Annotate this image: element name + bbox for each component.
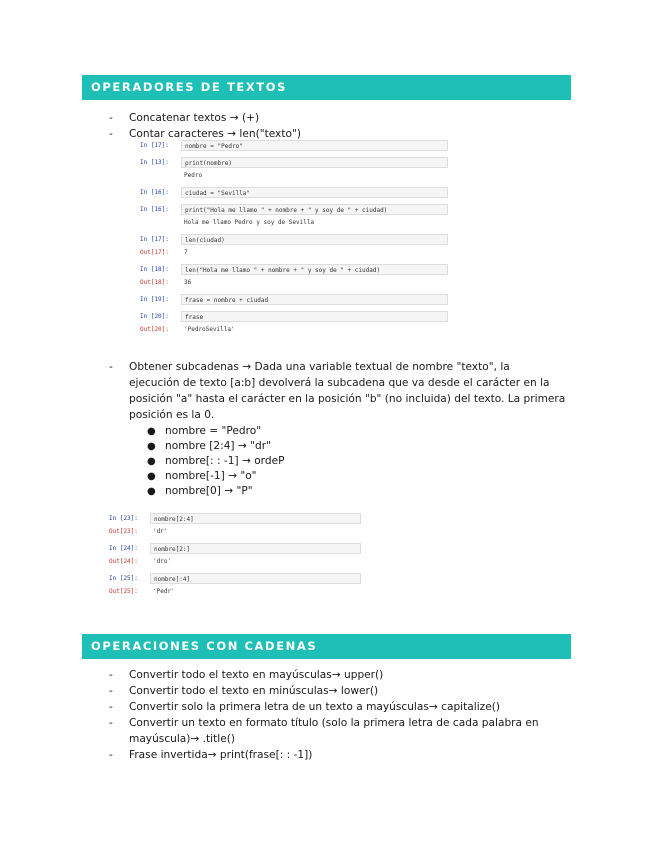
operators-list	[109, 110, 301, 142]
section-title-operadores: OPERADORES DE TEXTOS	[82, 75, 571, 100]
code-prompt: In [18]:	[140, 266, 169, 273]
list-item: - Convertir todo el texto en minúsculas→ lower()	[109, 685, 379, 697]
code-screenshot-1	[140, 139, 448, 336]
list-item-text: mayúscula)→ .title()	[129, 733, 236, 745]
code-result: 7	[184, 249, 188, 256]
code-prompt: In [13]:	[140, 159, 169, 166]
code-prompt: In [23]:	[109, 515, 138, 522]
bullet-item: ● nombre = "Pedro"	[147, 425, 262, 437]
subcadenas-section: - Obtener subcadenas → Dada una variable textual de nombre "texto", la ejecución de texto [a:b] devolverá la subcadena que va desde el carácter en la posición "a" hasta el carácter en la posición "b" (no incluida) del texto. La primera posición es la 0. ● nombre = "Pedro" ● nombre [2:4] → "dr" ● nombre[: : -1] → ordeP ● nombre[-1] → "o" ● nombre[0] → "P"	[109, 359, 579, 499]
subcadenas-bullets	[109, 424, 579, 499]
list-item-text: Contar caracteres → len("texto")	[129, 128, 301, 140]
list-item-text: Frase invertida→ print(frase[: : -1])	[129, 749, 313, 761]
list-item-continuation	[109, 731, 559, 747]
code-input-cell	[140, 139, 448, 152]
list-item-text: Convertir un texto en formato título (solo la primera letra de cada palabra en	[129, 717, 539, 729]
code-prompt: Out[18]:	[140, 279, 169, 286]
code-output-cell	[109, 525, 361, 538]
code-input-cell	[140, 156, 448, 169]
list-item-text: Convertir solo la primera letra de un texto a mayúsculas→ capitalize()	[129, 701, 500, 713]
code-output-cell	[109, 585, 361, 598]
code-screenshot-2	[109, 512, 361, 598]
code-prompt: Out[23]:	[109, 528, 138, 535]
bullet-item: ● nombre[0] → "P"	[147, 485, 253, 497]
list-item: - Convertir solo la primera letra de un texto a mayúsculas→ capitalize()	[109, 701, 500, 713]
code-prompt: Out[25]:	[109, 588, 138, 595]
code-input-cell	[109, 572, 361, 585]
code-prompt: Out[24]:	[109, 558, 138, 565]
code-input-cell	[140, 263, 448, 276]
code-result: Pedro	[184, 172, 203, 179]
code-input-cell	[109, 542, 361, 555]
code-source: len(ciudad)	[181, 234, 448, 245]
code-prompt: In [17]:	[140, 142, 169, 149]
code-prompt: Out[20]:	[140, 326, 169, 333]
code-input-cell	[140, 203, 448, 216]
code-prompt: Out[17]:	[140, 249, 169, 256]
code-input-cell	[140, 233, 448, 246]
bullet-item: ● nombre[-1] → "o"	[147, 470, 257, 482]
code-result: 'dro'	[153, 558, 172, 565]
list-item-text: Convertir todo el texto en minúsculas→ lower()	[129, 685, 379, 697]
code-output-cell	[140, 323, 448, 336]
code-output-cell	[140, 216, 448, 229]
code-prompt: In [17]:	[140, 236, 169, 243]
code-output-cell	[140, 246, 448, 259]
code-source: nombre = "Pedro"	[181, 140, 448, 151]
code-input-cell	[140, 310, 448, 323]
code-input-cell	[109, 512, 361, 525]
list-item: - Frase invertida→ print(frase[: : -1])	[109, 749, 313, 761]
code-input-cell	[140, 186, 448, 199]
code-result: 'dr'	[153, 528, 168, 535]
code-source: nombre[2:4]	[150, 513, 361, 524]
code-result: 'PedroSevilla'	[184, 326, 235, 333]
code-output-cell	[109, 555, 361, 568]
code-output-cell	[140, 169, 448, 182]
code-input-cell	[140, 293, 448, 306]
code-source: frase = nombre + ciudad	[181, 294, 448, 305]
code-source: print("Hola me llamo " + nombre + " y soy de " + ciudad)	[181, 204, 448, 215]
section-title-operaciones: OPERACIONES CON CADENAS	[82, 634, 571, 659]
code-source: print(nombre)	[181, 157, 448, 168]
code-result: 'Pedr'	[153, 588, 175, 595]
code-prompt: In [20]:	[140, 313, 169, 320]
subcadenas-line-2: ejecución de texto [a:b] devolverá la subcadena que va desde el carácter en la	[129, 377, 550, 389]
list-item-text: Convertir todo el texto en mayúsculas→ upper()	[129, 669, 384, 681]
code-prompt: In [24]:	[109, 545, 138, 552]
code-source: nombre[2:]	[150, 543, 361, 554]
bullet-item: ● nombre [2:4] → "dr"	[147, 440, 271, 452]
list-item: - Convertir un texto en formato título (solo la primera letra de cada palabra en	[109, 717, 539, 729]
list-item: - Contar caracteres → len("texto")	[109, 128, 301, 140]
list-item-text: Concatenar textos → (+)	[129, 112, 260, 124]
bullet-item: ● nombre[: : -1] → ordeP	[147, 455, 285, 467]
list-item: - Convertir todo el texto en mayúsculas→ upper()	[109, 669, 384, 681]
operations-list	[109, 667, 559, 763]
subcadenas-line-1: Obtener subcadenas → Dada una variable textual de nombre "texto", la	[129, 361, 510, 373]
code-prompt: In [16]:	[140, 206, 169, 213]
code-source: ciudad = "Sevilla"	[181, 187, 448, 198]
code-prompt: In [16]:	[140, 189, 169, 196]
code-output-cell	[140, 276, 448, 289]
code-result: Hola me llamo Pedro y soy de Sevilla	[184, 219, 315, 226]
code-source: frase	[181, 311, 448, 322]
code-prompt: In [19]:	[140, 296, 169, 303]
subcadenas-line-4: posición es la 0.	[129, 409, 215, 421]
list-item: - Concatenar textos → (+)	[109, 112, 260, 124]
code-source: len("Hola me llamo " + nombre + " y soy de " + ciudad)	[181, 264, 448, 275]
code-source: nombre[:4]	[150, 573, 361, 584]
code-result: 36	[184, 279, 192, 286]
subcadenas-line-3: posición "a" hasta el carácter en la posición "b" (no incluida) del texto. La primera	[129, 393, 566, 405]
code-prompt: In [25]:	[109, 575, 138, 582]
